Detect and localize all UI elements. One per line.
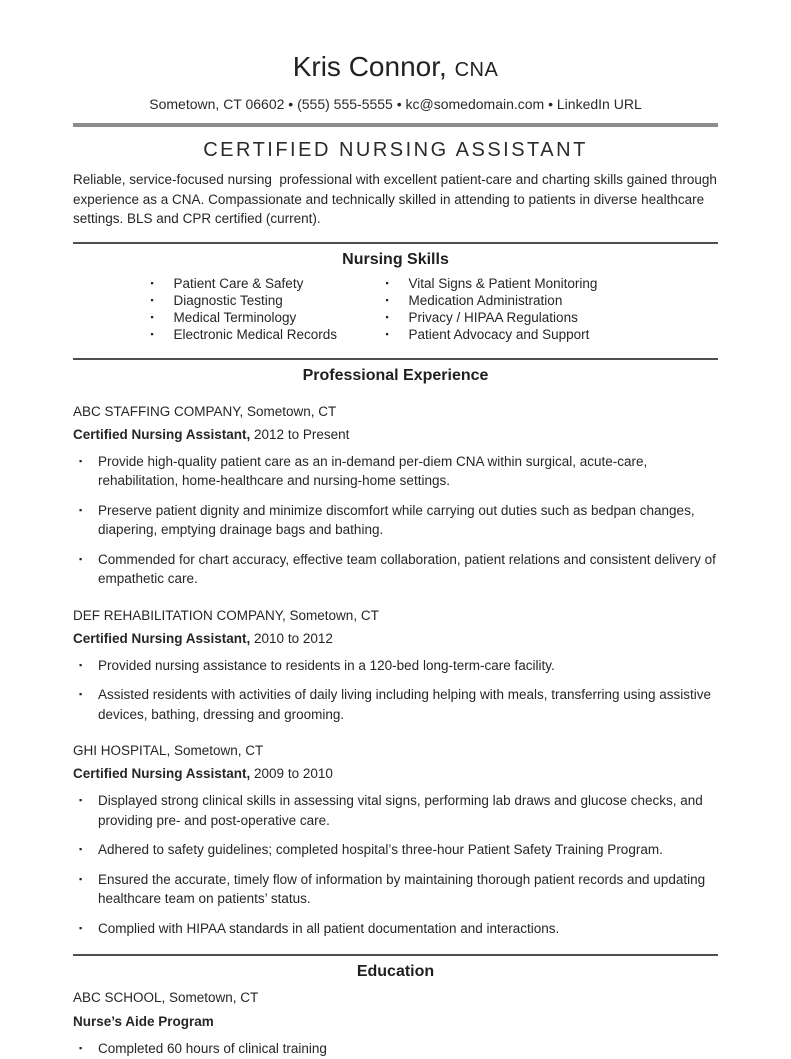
education-heading: Education (356, 963, 435, 980)
bullet-square-icon: ▪ (150, 294, 154, 305)
document-title: CERTIFIED NURSING ASSISTANT (203, 139, 588, 161)
role-dates: 2012 to Present (250, 426, 350, 442)
job-bullet (73, 919, 718, 939)
education-bullet (73, 1039, 718, 1059)
job-entry-ghi-hospital (73, 742, 718, 938)
skill-label: Patient Care & Safety (173, 275, 304, 291)
job-entry-def-rehabilitation (73, 607, 718, 725)
section-divider-experience (73, 358, 718, 360)
bullet-square-icon: ▪ (385, 277, 389, 288)
skill-item (151, 275, 386, 292)
skill-item (386, 326, 641, 343)
person-name (73, 52, 718, 85)
job-bullet-text: Assisted residents with activities of daily living including helping with meals, transferring using assistive devices, bathing, dressing and grooming. (98, 687, 712, 722)
job-bullet-list (73, 791, 718, 938)
job-bullet (73, 840, 718, 860)
bullet-square-icon: ▪ (79, 659, 83, 670)
job-bullet-text: Ensured the accurate, timely flow of information by maintaining thorough patient records and updating healthcare team on patients’ status. (98, 871, 706, 906)
company-line: DEF REHABILITATION COMPANY, Sometown, CT (73, 607, 379, 623)
bullet-square-icon: ▪ (385, 311, 389, 322)
school-line: ABC SCHOOL, Sometown, CT (73, 990, 259, 1005)
skills-heading: Nursing Skills (342, 250, 449, 268)
bullet-square-icon: ▪ (79, 844, 83, 854)
job-bullet (73, 685, 718, 724)
section-divider-skills (73, 242, 718, 244)
education-bullet-text: Completed 60 hours of clinical training (98, 1041, 327, 1056)
skill-label: Diagnostic Testing (173, 292, 283, 308)
person-credential: CNA (454, 59, 499, 81)
bullet-square-icon: ▪ (79, 922, 83, 933)
company-line: GHI HOSPITAL, Sometown, CT (73, 743, 264, 758)
job-bullet (73, 501, 718, 540)
skill-label: Medication Administration (408, 292, 563, 308)
skills-column-left (151, 275, 386, 343)
bullet-square-icon: ▪ (385, 328, 389, 339)
skill-item (386, 292, 641, 309)
bullet-square-icon: ▪ (79, 1043, 83, 1053)
job-bullet (73, 791, 718, 830)
bullet-square-icon: ▪ (79, 553, 83, 564)
job-bullet-text: Provided nursing assistance to residents in a 120-bed long-term-care facility. (98, 657, 555, 673)
job-bullet-text: Preserve patient dignity and minimize discomfort while carrying out duties such as bedpan changes, diapering, emptying drainage bags and bathing. (98, 502, 695, 537)
education-bullet-list (73, 1039, 718, 1059)
job-bullet-text: Complied with HIPAA standards in all patient documentation and interactions. (98, 920, 560, 936)
header-rule (73, 123, 718, 127)
person-name-text: Kris Connor, (292, 51, 447, 82)
role-line (73, 630, 718, 647)
experience-heading: Professional Experience (302, 366, 489, 384)
skill-item (151, 326, 386, 343)
bullet-square-icon: ▪ (79, 689, 83, 699)
job-bullet-text: Displayed strong clinical skills in assessing vital signs, performing lab draws and glucose checks, and providing pre- and post-operative care. (98, 793, 703, 828)
section-divider-education (73, 954, 718, 956)
job-bullet-list (73, 452, 718, 589)
summary-text: Reliable, service-focused nursing professional with excellent patient-care and charting skills gained through experience as a CNA. Compassionate and technically skilled in attending to patients in diverse healthcare settings. BLS and CPR certified (current). (73, 172, 721, 226)
job-bullet-text: Provide high-quality patient care as an in-demand per-diem CNA within surgical, acute-care, rehabilitation, home-healthcare and nursing-home settings. (98, 453, 648, 488)
role-title: Certified Nursing Assistant, (73, 426, 251, 442)
skill-item (386, 309, 641, 326)
program-line: Nurse’s Aide Program (73, 1014, 214, 1029)
job-bullet (73, 452, 718, 491)
job-bullet (73, 656, 718, 676)
bullet-square-icon: ▪ (150, 277, 154, 288)
skill-label: Privacy / HIPAA Regulations (408, 309, 578, 325)
bullet-square-icon: ▪ (79, 504, 83, 515)
role-line (73, 426, 718, 443)
company-line: ABC STAFFING COMPANY, Sometown, CT (73, 403, 337, 419)
role-dates: 2009 to 2010 (250, 766, 333, 781)
skill-label: Electronic Medical Records (173, 326, 338, 342)
role-dates: 2010 to 2012 (250, 630, 333, 646)
bullet-square-icon: ▪ (79, 455, 83, 466)
skill-item (151, 309, 386, 326)
job-bullet (73, 870, 718, 909)
contact-line: Sometown, CT 06602 • (555) 555-5555 • kc@somedomain.com • LinkedIn URL (149, 96, 642, 112)
bullet-square-icon: ▪ (385, 294, 389, 305)
bullet-square-icon: ▪ (150, 328, 154, 339)
skills-column-right (386, 275, 641, 343)
job-bullet-text: Commended for chart accuracy, effective team collaboration, patient relations and consistent delivery of empathetic care. (98, 551, 716, 586)
role-line (73, 765, 718, 782)
bullet-square-icon: ▪ (150, 311, 154, 322)
skill-label: Vital Signs & Patient Monitoring (408, 275, 598, 291)
job-bullet-text: Adhered to safety guidelines; completed hospital’s three-hour Patient Safety Training Program. (98, 842, 663, 857)
bullet-square-icon: ▪ (79, 873, 83, 884)
skill-item (151, 292, 386, 309)
skill-label: Patient Advocacy and Support (408, 326, 590, 342)
skill-label: Medical Terminology (173, 309, 297, 325)
job-entry-abc-staffing (73, 403, 718, 589)
bullet-square-icon: ▪ (79, 795, 83, 805)
job-bullet (73, 550, 718, 589)
role-title: Certified Nursing Assistant, (73, 766, 251, 781)
skills-list (73, 275, 718, 343)
role-title: Certified Nursing Assistant, (73, 630, 251, 646)
job-bullet-list (73, 656, 718, 725)
skill-item (386, 275, 641, 292)
